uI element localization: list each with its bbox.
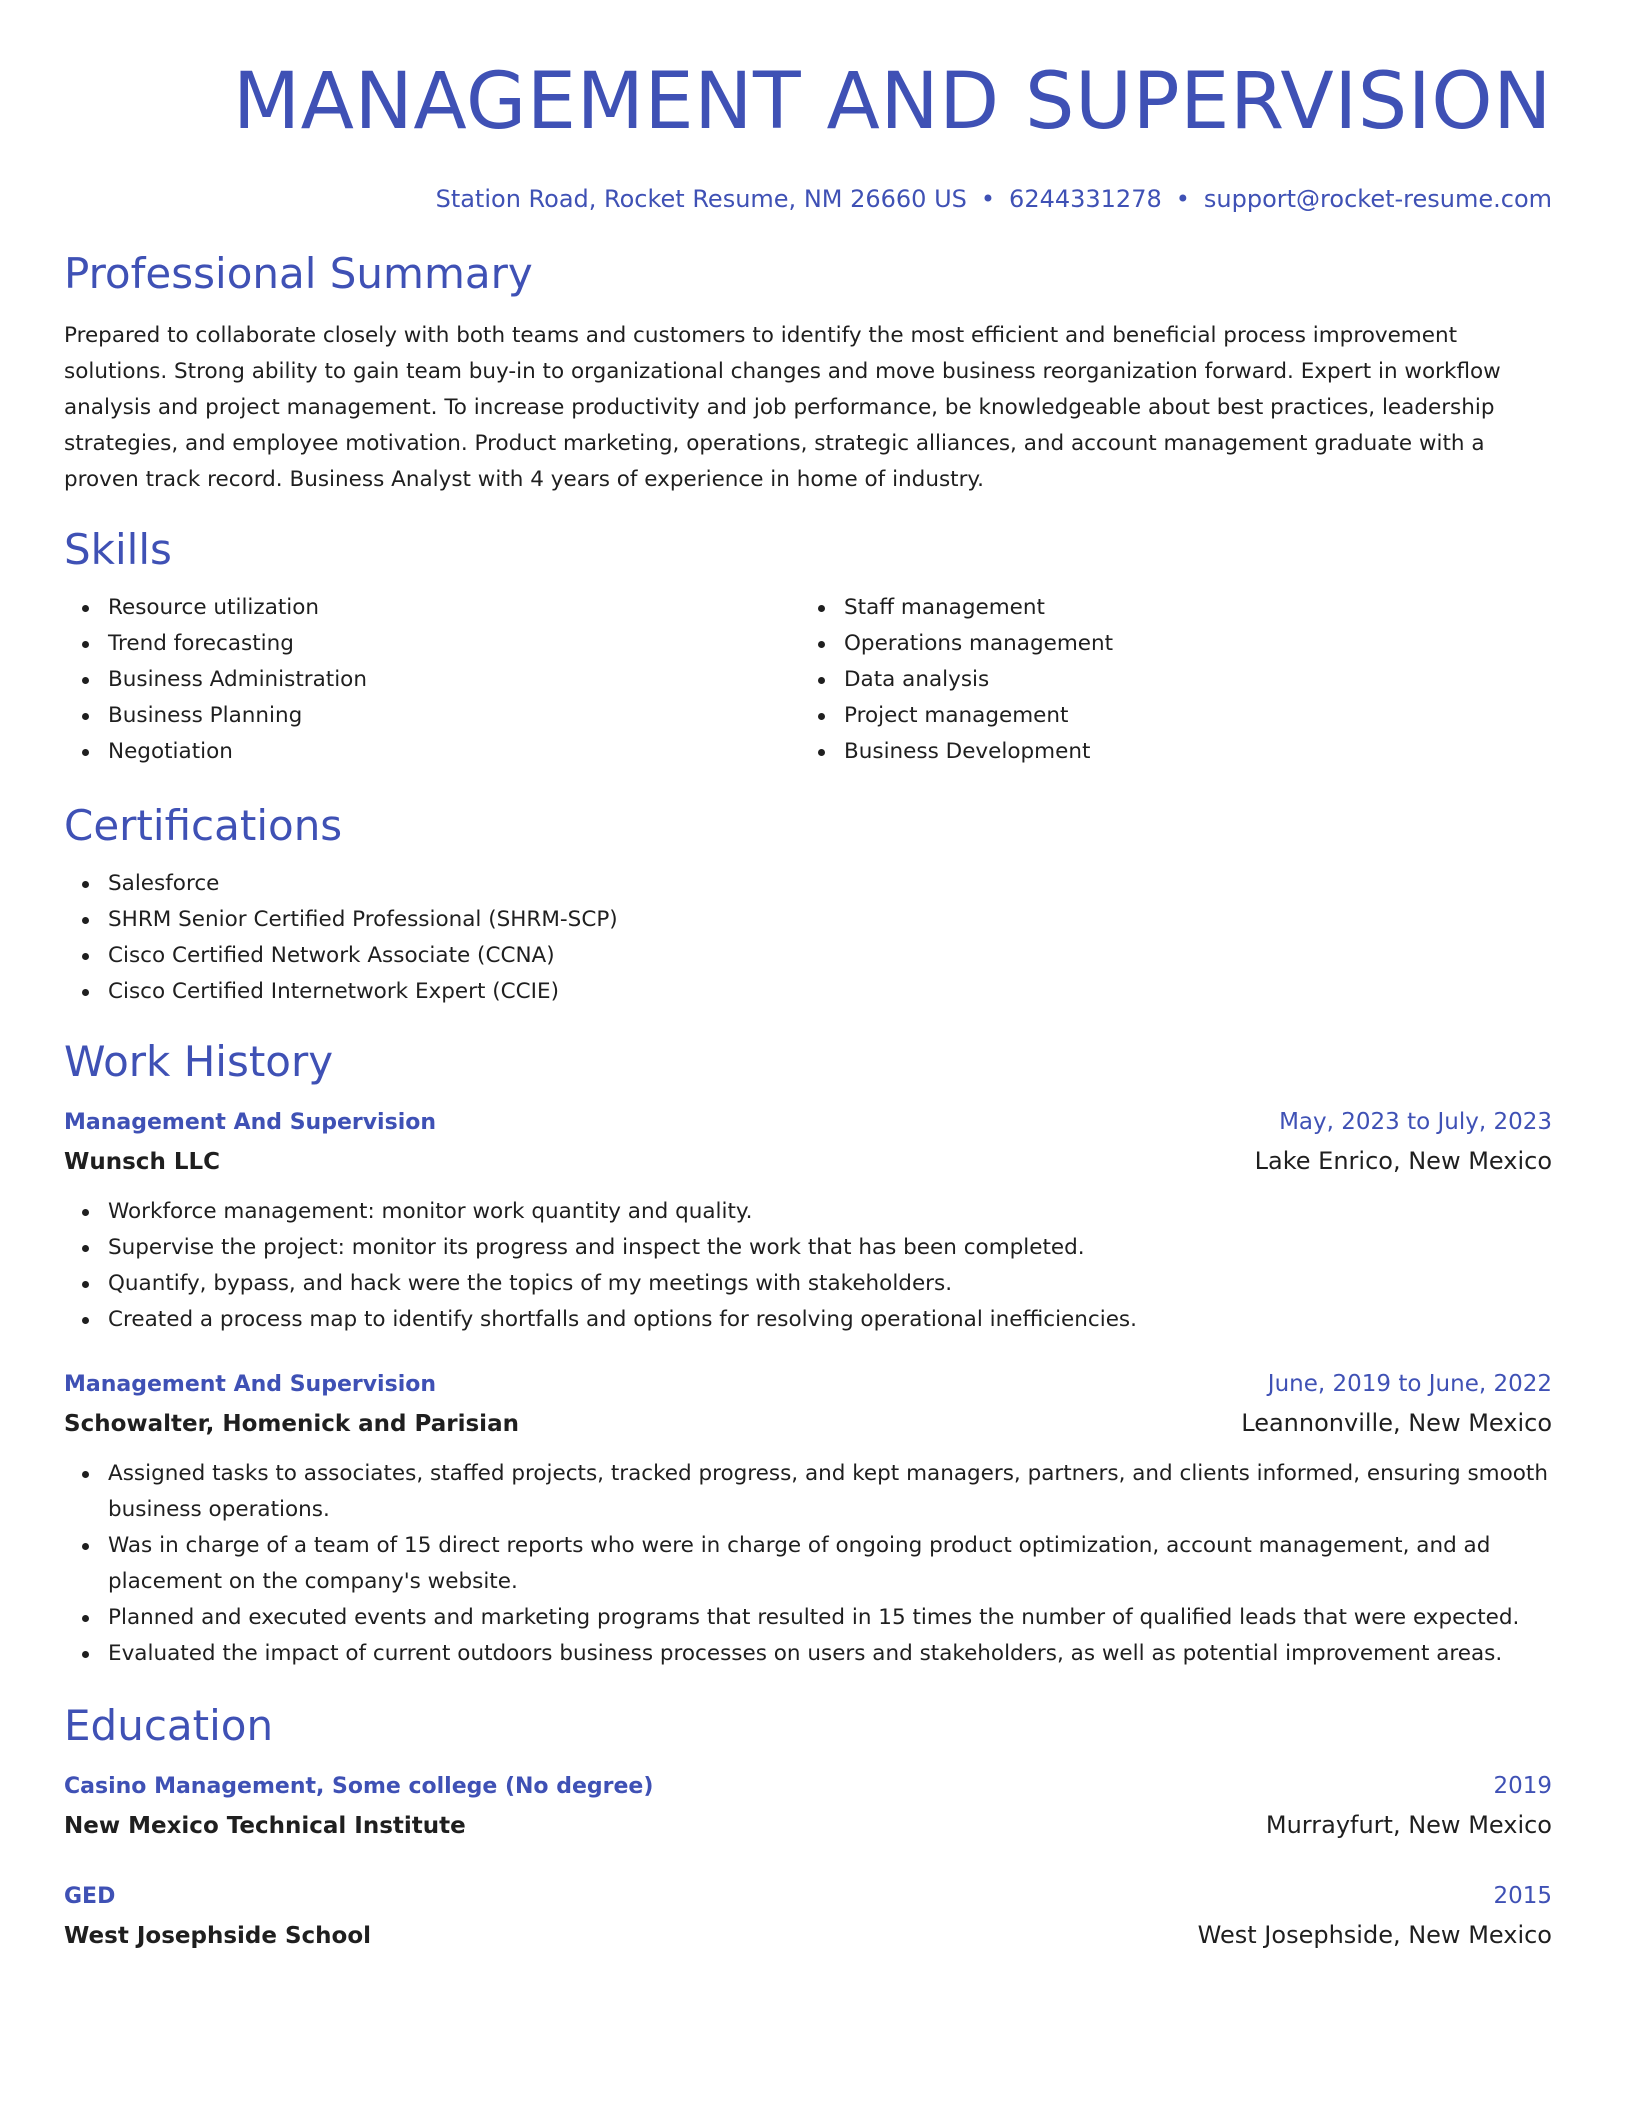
job-bullet: Planned and executed events and marketing programs that resulted in 15 times the number of qualified leads that were expected. <box>64 1600 1552 1636</box>
job-bullets <box>64 1194 1552 1338</box>
education-degree: GED <box>64 1884 116 1909</box>
education-location: West Josephside, New Mexico <box>1197 1921 1552 1949</box>
contact-separator: • <box>1175 185 1190 213</box>
job-dates: June, 2019 to June, 2022 <box>1267 1371 1552 1397</box>
summary-title: Professional Summary <box>64 249 533 298</box>
education-school: West Josephside School <box>64 1923 372 1949</box>
summary-section <box>64 248 1552 498</box>
job-dates: May, 2023 to July, 2023 <box>1279 1109 1552 1135</box>
skill-item: Business Planning <box>64 698 800 734</box>
skills-title: Skills <box>64 525 172 574</box>
job-entry <box>64 1368 1552 1672</box>
skills-section <box>64 524 1552 770</box>
education-degree: Casino Management, Some college (No degree) <box>64 1774 654 1799</box>
skill-item: Trend forecasting <box>64 626 800 662</box>
education-year: 2019 <box>1493 1773 1552 1799</box>
education-school-row <box>64 1807 1552 1844</box>
job-bullet: Workforce management: monitor work quantity and quality. <box>64 1194 1552 1230</box>
contact-phone[interactable]: 6244331278 <box>1009 185 1162 213</box>
education-school-row <box>64 1917 1552 1954</box>
skill-item: Business Development <box>800 734 1552 770</box>
education-title: Education <box>64 1701 274 1750</box>
skills-list-left <box>64 590 800 770</box>
contact-address: Station Road, Rocket Resume, NM 26660 US <box>435 185 967 213</box>
job-header-row <box>64 1368 1552 1401</box>
certifications-title: Certifications <box>64 801 343 850</box>
skill-item: Data analysis <box>800 662 1552 698</box>
skills-list-right <box>800 590 1552 770</box>
education-header-row <box>64 1770 1552 1803</box>
education-location: Murrayfurt, New Mexico <box>1265 1811 1552 1839</box>
skill-item: Project management <box>800 698 1552 734</box>
work-history-title: Work History <box>64 1037 334 1086</box>
skills-grid <box>64 590 1552 770</box>
job-header-row <box>64 1106 1552 1139</box>
job-bullet: Quantify, bypass, and hack were the topics of my meetings with stakeholders. <box>64 1266 1552 1302</box>
education-entry <box>64 1770 1552 1844</box>
skill-item: Business Administration <box>64 662 800 698</box>
job-bullet: Created a process map to identify shortfalls and options for resolving operational inefficiencies. <box>64 1302 1552 1338</box>
certification-item: Salesforce <box>64 866 1552 902</box>
job-location: Lake Enrico, New Mexico <box>1254 1147 1552 1175</box>
certification-item: Cisco Certified Internetwork Expert (CCIE) <box>64 974 1552 1010</box>
certification-item: SHRM Senior Certified Professional (SHRM-SCP) <box>64 902 1552 938</box>
job-employer: Schowalter, Homenick and Parisian <box>64 1411 519 1437</box>
certifications-section <box>64 800 1552 1010</box>
skill-item: Staff management <box>800 590 1552 626</box>
education-school: New Mexico Technical Institute <box>64 1813 466 1839</box>
job-bullet: Supervise the project: monitor its progress and inspect the work that has been completed. <box>64 1230 1552 1266</box>
job-bullet: Was in charge of a team of 15 direct reports who were in charge of ongoing product optimization, account management, and ad placement on the company's website. <box>64 1528 1552 1600</box>
candidate-name: MANAGEMENT AND SUPERVISION <box>232 57 1552 147</box>
job-employer-row <box>64 1143 1552 1180</box>
education-entry <box>64 1880 1552 1954</box>
job-employer-row <box>64 1405 1552 1442</box>
contact-separator: • <box>980 185 996 213</box>
job-bullets <box>64 1456 1552 1672</box>
contact-line <box>64 184 1552 214</box>
job-location: Leannonville, New Mexico <box>1241 1409 1552 1437</box>
job-title: Management And Supervision <box>64 1110 437 1135</box>
education-header-row <box>64 1880 1552 1913</box>
job-bullet: Assigned tasks to associates, staffed projects, tracked progress, and kept managers, partners, and clients informed, ensuring smooth business operations. <box>64 1456 1552 1528</box>
education-section <box>64 1700 1552 1954</box>
contact-email[interactable]: support@rocket-resume.com <box>1203 185 1552 213</box>
job-employer: Wunsch LLC <box>64 1149 221 1175</box>
summary-text: Prepared to collaborate closely with both teams and customers to identify the most efficient and beneficial process improvement solutions. Strong ability to gain team buy-in to organizational changes and move business reorganization forward. Expert in workflow analysis and project management. To increase productivity and job performance, be knowledgeable about best practices, leadership strategies, and employee motivation. Product marketing, operations, strategic alliances, and account management graduate with a proven track record. Business Analyst with 4 years of experience in home of industry. <box>64 323 1501 492</box>
skill-item: Operations management <box>800 626 1552 662</box>
job-bullet: Evaluated the impact of current outdoors business processes on users and stakeholders, as well as potential improvement areas. <box>64 1636 1552 1672</box>
resume-header <box>64 52 1552 214</box>
job-title: Management And Supervision <box>64 1372 437 1397</box>
skill-item: Negotiation <box>64 734 800 770</box>
certification-item: Cisco Certified Network Associate (CCNA) <box>64 938 1552 974</box>
work-history-section <box>64 1036 1552 1672</box>
skill-item: Resource utilization <box>64 590 800 626</box>
education-year: 2015 <box>1493 1883 1552 1909</box>
job-entry <box>64 1106 1552 1338</box>
certifications-list <box>64 866 1552 1010</box>
